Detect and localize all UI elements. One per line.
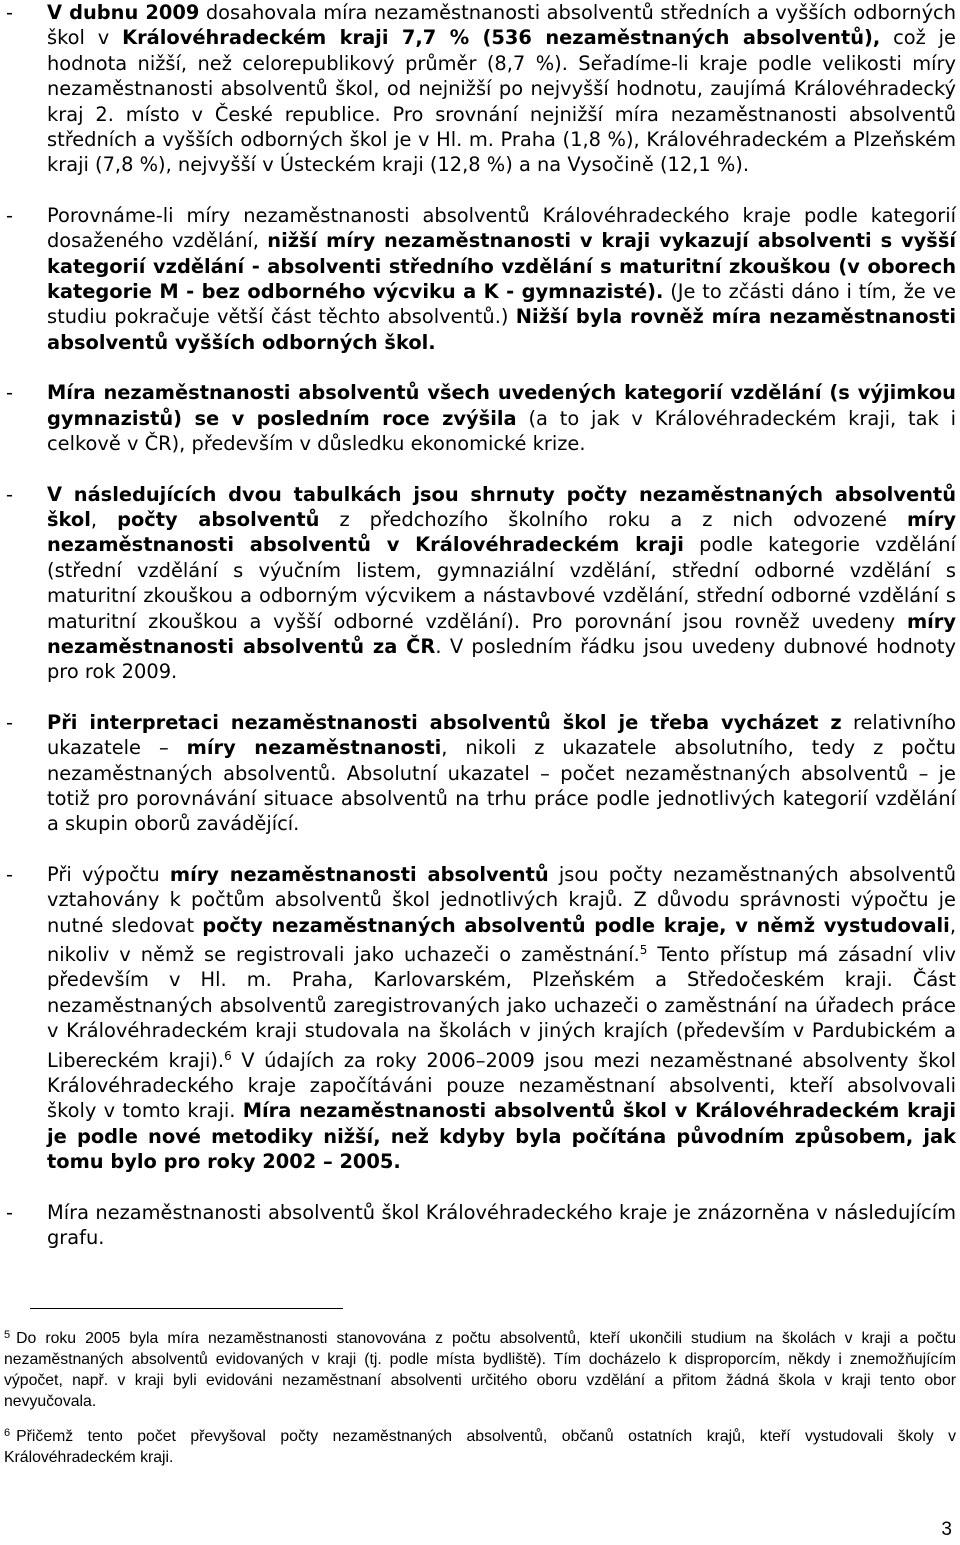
bullet-paragraph bbox=[6, 203, 956, 355]
page-number: 3 bbox=[941, 1519, 952, 1540]
text-run: jsou počty nezaměstnaných absolventů vztahovány k počtům absolventů škol jednotlivých krajů. Z důvodu správnosti výpočtu je nutné sledovat bbox=[47, 862, 956, 937]
text-run: relativního ukazatele – bbox=[47, 710, 956, 760]
text-run: Tento přístup má zásadní vliv především v Hl. m. Praha, Karlovarském, Plzeňském a Středočeském kraji. Část nezaměstnaných absolventů zaregistrovaných jako uchazeči o zaměstnání na úřadech práce v Královéhradeckém kraji studovala na školách v jiných krajích (především v Pardubickém a Libereckém kraji). bbox=[47, 943, 956, 1072]
footnote-number: 6 bbox=[4, 1427, 11, 1439]
bold-text-run: Míra nezaměstnanosti absolventů všech uvedených kategorií vzdělání (s výjimkou gymnazistů) se v posledním roce zvýšila bbox=[47, 381, 956, 430]
bullet-paragraph bbox=[6, 710, 956, 837]
footnote-text: Přičemž tento počet převyšoval počty nezaměstnaných absolventů, občanů ostatních krajů, kteří vystudovali školy v Královéhradeckém kraji. bbox=[4, 1428, 956, 1466]
footnote-reference: 6 bbox=[224, 1048, 232, 1063]
bold-text-run: míry nezaměstnanosti absolventů bbox=[169, 862, 549, 886]
bold-text-run: míry nezaměstnanosti bbox=[186, 736, 442, 760]
bold-text-run: míry nezaměstnanosti absolventů za ČR bbox=[47, 609, 956, 658]
bullet-paragraph bbox=[6, 862, 956, 1175]
bullet-paragraph bbox=[6, 380, 956, 456]
text-run: (a to jak v Královéhradeckém kraji, tak i celkově v ČR), především v důsledku ekonomické krize. bbox=[47, 406, 956, 456]
bullet-dash: - bbox=[6, 710, 13, 734]
text-run: Při výpočtu bbox=[47, 862, 170, 886]
footnote-reference: 5 bbox=[639, 943, 648, 957]
bullet-dash: - bbox=[6, 1200, 13, 1224]
footnotes bbox=[4, 1325, 956, 1479]
text-run: (Je to zčásti dáno i tím, že ve studiu pokračuje větší část těchto absolventů.) bbox=[47, 280, 956, 329]
text-run: dosahovala míra nezaměstnanosti absolventů středních a vyšších odborných škol v bbox=[47, 1, 956, 50]
footnote-separator bbox=[30, 1308, 343, 1309]
text-run: V údajích za roky 2006–2009 jsou mezi nezaměstnané absolventy škol Královéhradeckého kraje započítáváni pouze nezaměstnaní absolventi, kteří absolvovali školy v tomto kraji. bbox=[47, 1048, 956, 1123]
bold-text-run: počty absolventů bbox=[117, 507, 320, 531]
bold-text-run: Míra nezaměstnanosti absolventů škol v Královéhradeckém kraji je podle nové metodiky nižší, než kdyby byla počítána původním způsobem, jak tomu bylo pro roky 2002 – 2005. bbox=[47, 1099, 956, 1174]
bold-text-run: Královéhradeckém kraji 7,7 % (536 nezaměstnaných absolventů), bbox=[122, 26, 881, 50]
paragraph-text bbox=[47, 381, 956, 455]
bold-text-run: V následujících dvou tabulkách jsou shrnuty počty nezaměstnaných absolventů škol bbox=[47, 482, 956, 531]
bullet-paragraph bbox=[6, 0, 956, 178]
text-run: Míra nezaměstnanosti absolventů škol Královéhradeckého kraje je znázorněna v následujícím grafu. bbox=[47, 1200, 956, 1250]
bold-text-run: Při interpretaci nezaměstnanosti absolventů škol je třeba vycházet z bbox=[47, 710, 842, 734]
text-run: , nikoliv v němž se registrovali jako uchazeči o zaměstnání. bbox=[47, 913, 957, 966]
paragraph-text bbox=[47, 863, 956, 1173]
bullet-dash: - bbox=[6, 203, 13, 227]
bold-text-run: míry nezaměstnanosti absolventů v Královéhradeckém kraji bbox=[47, 507, 957, 557]
bullet-paragraph bbox=[6, 482, 956, 685]
footnote bbox=[4, 1423, 956, 1468]
bold-text-run: Nižší byla rovněž míra nezaměstnanosti absolventů vyšších odborných škol. bbox=[47, 305, 956, 354]
paragraph-text bbox=[47, 1201, 956, 1249]
text-run: Porovnáme-li míry nezaměstnanosti absolventů Královéhradeckého kraje podle kategorií dosaženého vzdělání, bbox=[47, 203, 956, 253]
bullet-dash: - bbox=[6, 482, 13, 506]
paragraph-text bbox=[47, 711, 956, 836]
paragraph-text bbox=[47, 1, 956, 176]
paragraph-text bbox=[47, 204, 956, 354]
bold-text-run: V dubnu 2009 bbox=[47, 1, 200, 24]
footnote-number: 5 bbox=[4, 1329, 11, 1341]
text-run: což je hodnota nižší, než celorepublikový průměr (8,7 %). Seřadíme-li kraje podle velikosti míry nezaměstnanosti absolventů škol, od nejnižší po nejvyšší hodnotu, zaujímá Královéhradecký kraj 2. místo v České republice. Pro srovnání nejnižší míra nezaměstnanosti absolventů středních a vyšších odborných škol je v Hl. m. Praha (1,8 %), Královéhradeckém a Plzeňském kraji (7,8 %), nejvyšší v Ústeckém kraji (12,8 %) a na Vysočině (12,1 %). bbox=[47, 26, 956, 177]
text-run: . V posledním řádku jsou uvedeny dubnové hodnoty pro rok 2009. bbox=[47, 634, 956, 684]
text-run: podle kategorie vzdělání (střední vzdělání s výučním listem, gymnaziální vzdělání, střední odborné vzdělání s maturitní zkouškou a odborným výcvikem a nástavbové vzdělání, střední odborné vzdělání s maturitní zkouškou a vyšší odborné vzdělání). Pro porovnání jsou rovněž uvedeny bbox=[47, 533, 956, 633]
bold-text-run: nižší míry nezaměstnanosti v kraji vykazují absolventi s vyšší kategorií vzdělání - absolventi středního vzdělání s maturitní zkouškou (v oborech kategorie M - bez odborného výcviku a K - gymnazisté). bbox=[47, 229, 957, 304]
footnote bbox=[4, 1325, 956, 1412]
bullet-list bbox=[6, 0, 956, 1275]
bold-text-run: počty nezaměstnaných absolventů podle kraje, v němž vystudovali bbox=[202, 913, 950, 937]
text-run: , nikoli z ukazatele absolutního, tedy z počtu nezaměstnaných absolventů. Absolutní ukazatel – počet nezaměstnaných absolventů – je totiž pro porovnávání situace absolventů na trhu práce podle jednotlivých kategorií vzdělání a skupin oborů zavádějící. bbox=[47, 736, 957, 836]
bullet-paragraph bbox=[6, 1200, 956, 1251]
bullet-dash: - bbox=[6, 381, 13, 405]
bullet-dash: - bbox=[6, 1, 13, 24]
text-run: z předchozího školního roku a z nich odvozené bbox=[319, 507, 907, 531]
bullet-dash: - bbox=[6, 862, 13, 886]
paragraph-text bbox=[47, 483, 956, 684]
footnote-text: Do roku 2005 byla míra nezaměstnanosti stanovována z počtu absolventů, kteří ukončili studium na školách v kraji a počtu nezaměstnaných absolventů evidovaných v kraji (tj. podle místa bydliště). Tím docházelo k disproporcím, někdy i znemožňujícím výpočet, např. v kraji byli evidováni nezaměstnaní absolventi určitého oboru vzdělání a přitom žádná škola v kraji tento obor nevyučovala. bbox=[4, 1330, 956, 1410]
text-run: , bbox=[90, 507, 118, 531]
